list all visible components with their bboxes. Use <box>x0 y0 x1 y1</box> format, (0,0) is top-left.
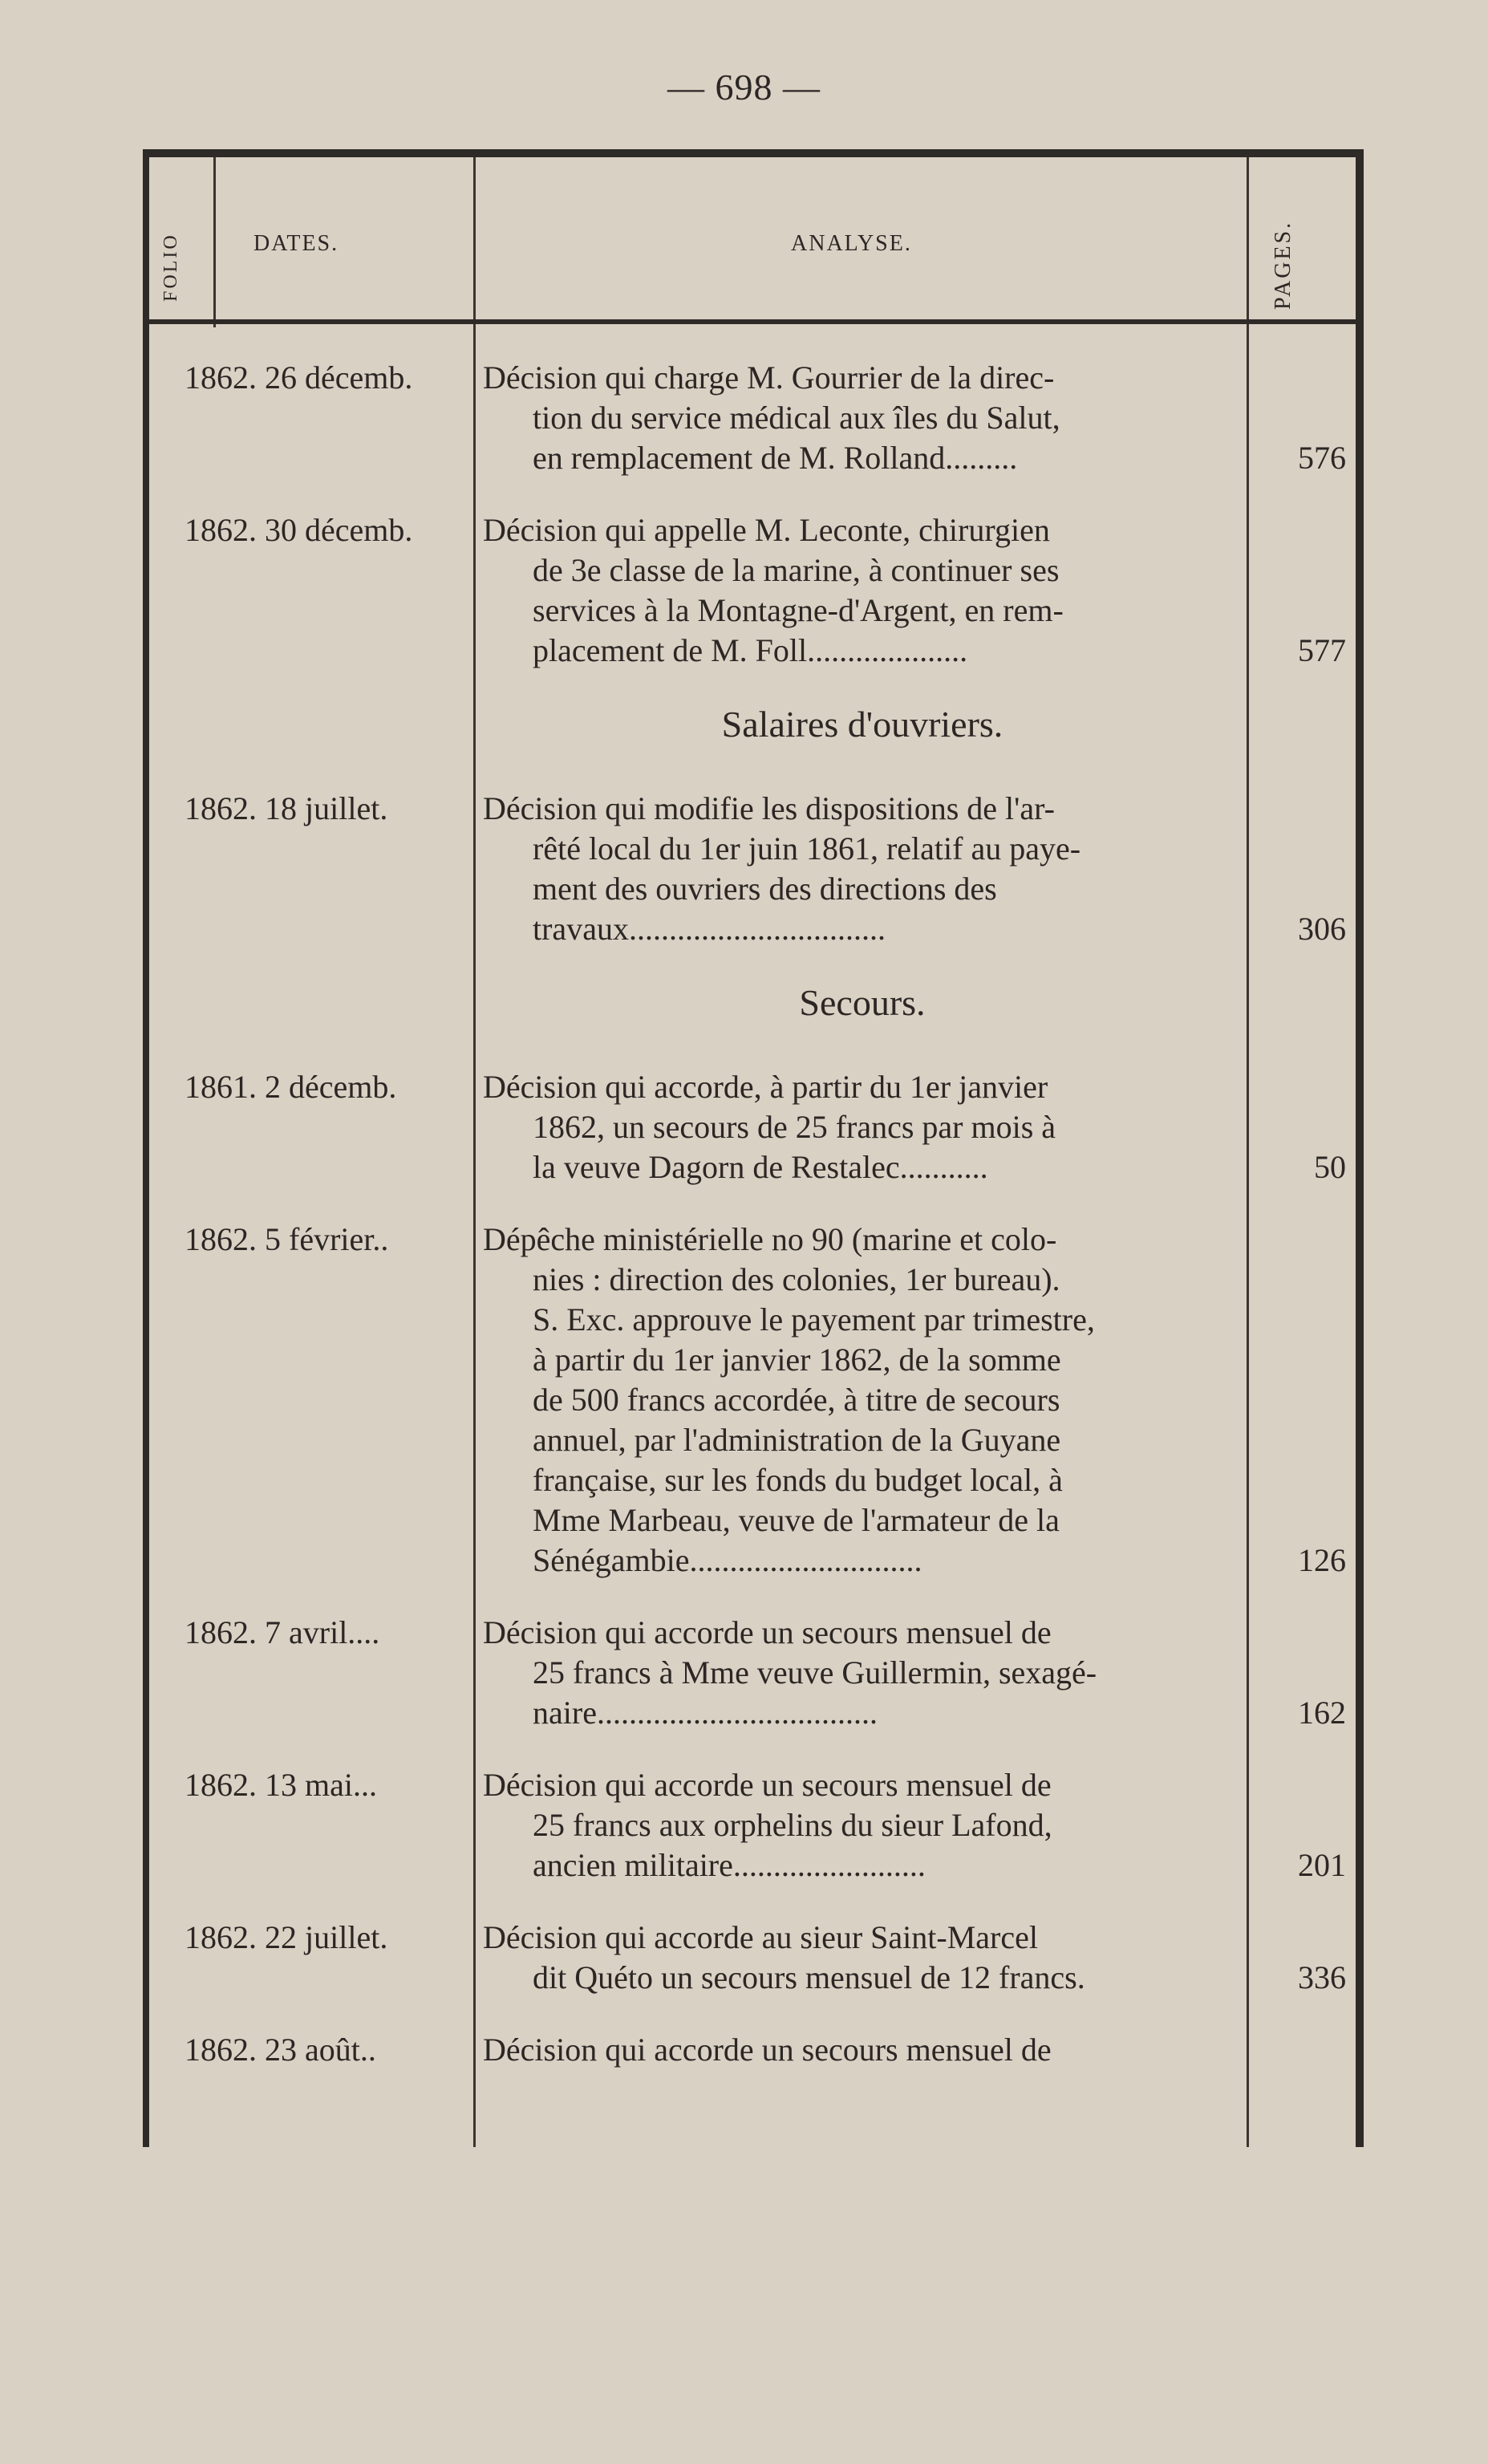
entry-date: 1862. 30 décemb. <box>184 512 413 548</box>
entry-analysis <box>483 1918 1242 1998</box>
header-analyse: ANALYSE. <box>791 231 912 256</box>
ledger-entry <box>149 1765 1356 1886</box>
entry-date: 1862. 22 juillet. <box>184 1919 388 1955</box>
entry-group-b <box>149 789 1356 949</box>
analysis-line: dit Quéto un secours mensuel de 12 francs. <box>533 1959 1085 1995</box>
analysis-line: Décision qui accorde un secours mensuel de <box>483 1767 1052 1803</box>
analysis-line: de 3e classe de la marine, à continuer ses <box>533 552 1060 588</box>
analysis-line: naire................................... <box>533 1695 878 1731</box>
entry-date: 1862. 7 avril.... <box>184 1614 380 1650</box>
entry-date: 1862. 5 février.. <box>184 1221 389 1257</box>
section-title-salaires: Salaires d'ouvriers. <box>721 704 1003 745</box>
analysis-line: nies : direction des colonies, 1er bureau). <box>533 1261 1060 1297</box>
ledger-table <box>143 149 1364 2147</box>
analysis-line: Sénégambie............................. <box>533 1542 922 1578</box>
entry-analysis <box>483 789 1242 949</box>
entry-date: 1862. 18 juillet. <box>184 790 388 826</box>
column-rule-folio <box>213 157 216 327</box>
entry-page: 126 <box>1298 1542 1346 1578</box>
entry-analysis <box>483 358 1242 478</box>
analysis-line: Décision qui accorde au sieur Saint-Marcel <box>483 1919 1038 1955</box>
analysis-line: française, sur les fonds du budget local, à <box>533 1462 1063 1498</box>
analysis-line: 25 francs à Mme veuve Guillermin, sexagé- <box>533 1654 1097 1691</box>
analysis-line: en remplacement de M. Rolland......... <box>533 440 1018 476</box>
entry-page: 306 <box>1298 911 1346 947</box>
entry-page: 577 <box>1298 632 1346 668</box>
entry-analysis <box>483 1613 1242 1733</box>
entry-analysis <box>483 1220 1242 1581</box>
analysis-line: Dépêche ministérielle no 90 (marine et colo- <box>483 1221 1057 1257</box>
column-rule-analyse <box>1247 157 1249 327</box>
entry-date: 1862. 23 août.. <box>184 2032 376 2068</box>
analysis-line: Mme Marbeau, veuve de l'armateur de la <box>533 1502 1060 1538</box>
analysis-line: ancien militaire........................ <box>533 1847 926 1883</box>
header-folio: FOLIO <box>160 233 181 302</box>
header-dates: DATES. <box>253 231 339 256</box>
header-pages: PAGES. <box>1271 220 1295 310</box>
page-number: — 698 — <box>667 67 821 108</box>
entries <box>149 358 1356 2102</box>
entry-date: 1862. 26 décemb. <box>184 359 413 396</box>
ledger-entry <box>149 1613 1356 1733</box>
entry-page: 201 <box>1298 1847 1346 1883</box>
entry-group-a <box>149 358 1356 671</box>
ledger-entry <box>149 1220 1356 1581</box>
analysis-line: Décision qui accorde un secours mensuel de <box>483 2032 1052 2068</box>
analysis-line: placement de M. Foll.................... <box>533 632 968 668</box>
analysis-line: S. Exc. approuve le payement par trimestre, <box>533 1301 1095 1338</box>
entry-date: 1861. 2 décemb. <box>184 1069 397 1105</box>
analysis-line: 25 francs aux orphelins du sieur Lafond, <box>533 1807 1052 1843</box>
ledger-entry <box>149 2030 1356 2070</box>
entry-analysis <box>483 510 1242 671</box>
ledger-entry <box>149 358 1356 478</box>
entry-analysis <box>483 1765 1242 1886</box>
analysis-line: de 500 francs accordée, à titre de secours <box>533 1382 1060 1418</box>
analysis-line: Décision qui appelle M. Leconte, chirurgien <box>483 512 1050 548</box>
analysis-line: ment des ouvriers des directions des <box>533 871 997 907</box>
ledger-entry <box>149 510 1356 671</box>
analysis-line: Décision qui charge M. Gourrier de la direc- <box>483 359 1055 396</box>
analysis-line: services à la Montagne-d'Argent, en rem- <box>533 592 1064 628</box>
analysis-line: Décision qui accorde, à partir du 1er janvier <box>483 1069 1048 1105</box>
ledger-entry <box>149 1918 1356 1998</box>
analysis-line: Décision qui accorde un secours mensuel de <box>483 1614 1052 1650</box>
analysis-line: tion du service médical aux îles du Salut, <box>533 400 1060 436</box>
analysis-line: annuel, par l'administration de la Guyane <box>533 1422 1061 1458</box>
analysis-line: 1862, un secours de 25 francs par mois à <box>533 1109 1056 1145</box>
analysis-line: à partir du 1er janvier 1862, de la somme <box>533 1342 1061 1378</box>
entry-page: 50 <box>1314 1149 1346 1185</box>
analysis-line: Décision qui modifie les dispositions de l'ar- <box>483 790 1055 826</box>
entry-group-c <box>149 1067 1356 2070</box>
entry-analysis <box>483 2030 1242 2070</box>
entry-page: 576 <box>1298 440 1346 476</box>
entry-page: 336 <box>1298 1959 1346 1995</box>
entry-date: 1862. 13 mai... <box>184 1767 377 1803</box>
analysis-line: rêté local du 1er juin 1861, relatif au paye- <box>533 830 1081 867</box>
ledger-entry <box>149 1067 1356 1187</box>
header-rule <box>149 319 1356 324</box>
analysis-line: la veuve Dagorn de Restalec........... <box>533 1149 988 1185</box>
ledger-entry <box>149 789 1356 949</box>
section-title-secours: Secours. <box>799 982 926 1023</box>
entry-page: 162 <box>1298 1695 1346 1731</box>
analysis-line: travaux................................ <box>533 911 886 947</box>
entry-analysis <box>483 1067 1242 1187</box>
